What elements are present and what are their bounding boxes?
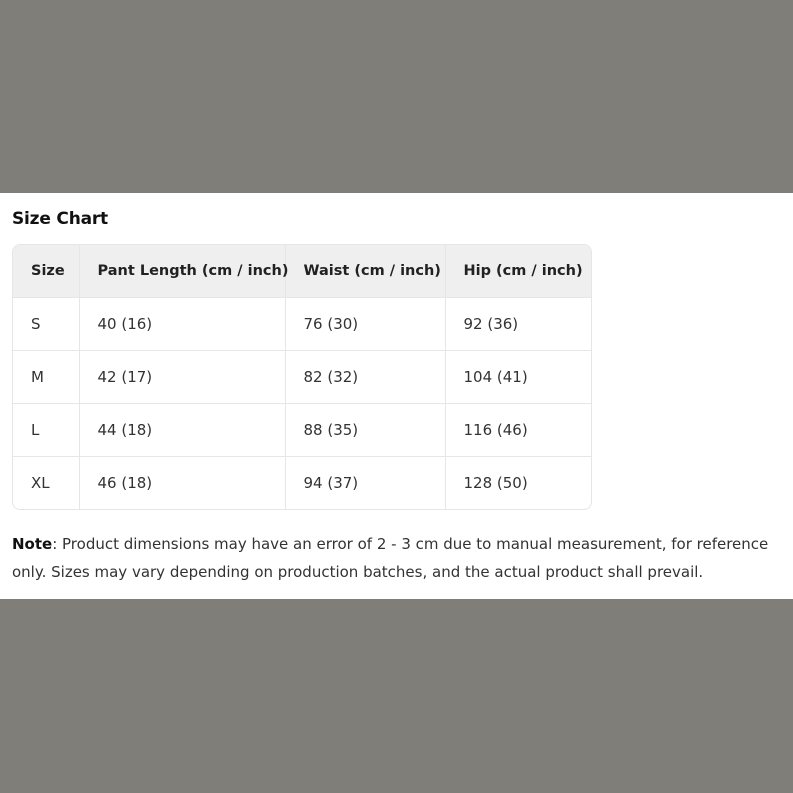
cell-waist: 88 (35) <box>285 404 445 457</box>
note-text: : Product dimensions may have an error of 2 - 3 cm due to manual measurement, for reference only. Sizes may vary depending on production batches, and the actual product shall prevail. <box>12 535 769 581</box>
cell-pant-length: 40 (16) <box>79 298 285 351</box>
cell-size: M <box>13 351 79 404</box>
cell-pant-length: 46 (18) <box>79 457 285 510</box>
note-label: Note <box>12 535 53 553</box>
cell-pant-length: 44 (18) <box>79 404 285 457</box>
size-note <box>12 530 793 586</box>
backdrop-top <box>0 0 793 193</box>
size-chart-table <box>13 245 591 509</box>
table-row <box>13 351 591 404</box>
column-header-waist: Waist (cm / inch) <box>285 245 445 298</box>
cell-hip: 116 (46) <box>445 404 591 457</box>
cell-size: L <box>13 404 79 457</box>
cell-size: XL <box>13 457 79 510</box>
cell-waist: 76 (30) <box>285 298 445 351</box>
cell-hip: 104 (41) <box>445 351 591 404</box>
table-row <box>13 298 591 351</box>
column-header-size: Size <box>13 245 79 298</box>
cell-hip: 128 (50) <box>463 474 528 492</box>
table-row <box>13 457 591 510</box>
cell-pant-length: 42 (17) <box>79 351 285 404</box>
size-chart-panel <box>0 193 793 599</box>
column-header-pant-length: Pant Length (cm / inch) <box>79 245 285 298</box>
cell-hip: 92 (36) <box>445 298 591 351</box>
cell-waist: 82 (32) <box>285 351 445 404</box>
table-row <box>13 404 591 457</box>
size-chart-title: Size Chart <box>12 209 108 229</box>
column-header-hip: Hip (cm / inch) <box>445 245 591 298</box>
cell-size: S <box>13 298 79 351</box>
table-header-row <box>13 245 591 298</box>
size-chart-table-container <box>12 244 592 510</box>
backdrop-bottom <box>0 599 793 793</box>
cell-waist: 94 (37) <box>285 457 445 510</box>
